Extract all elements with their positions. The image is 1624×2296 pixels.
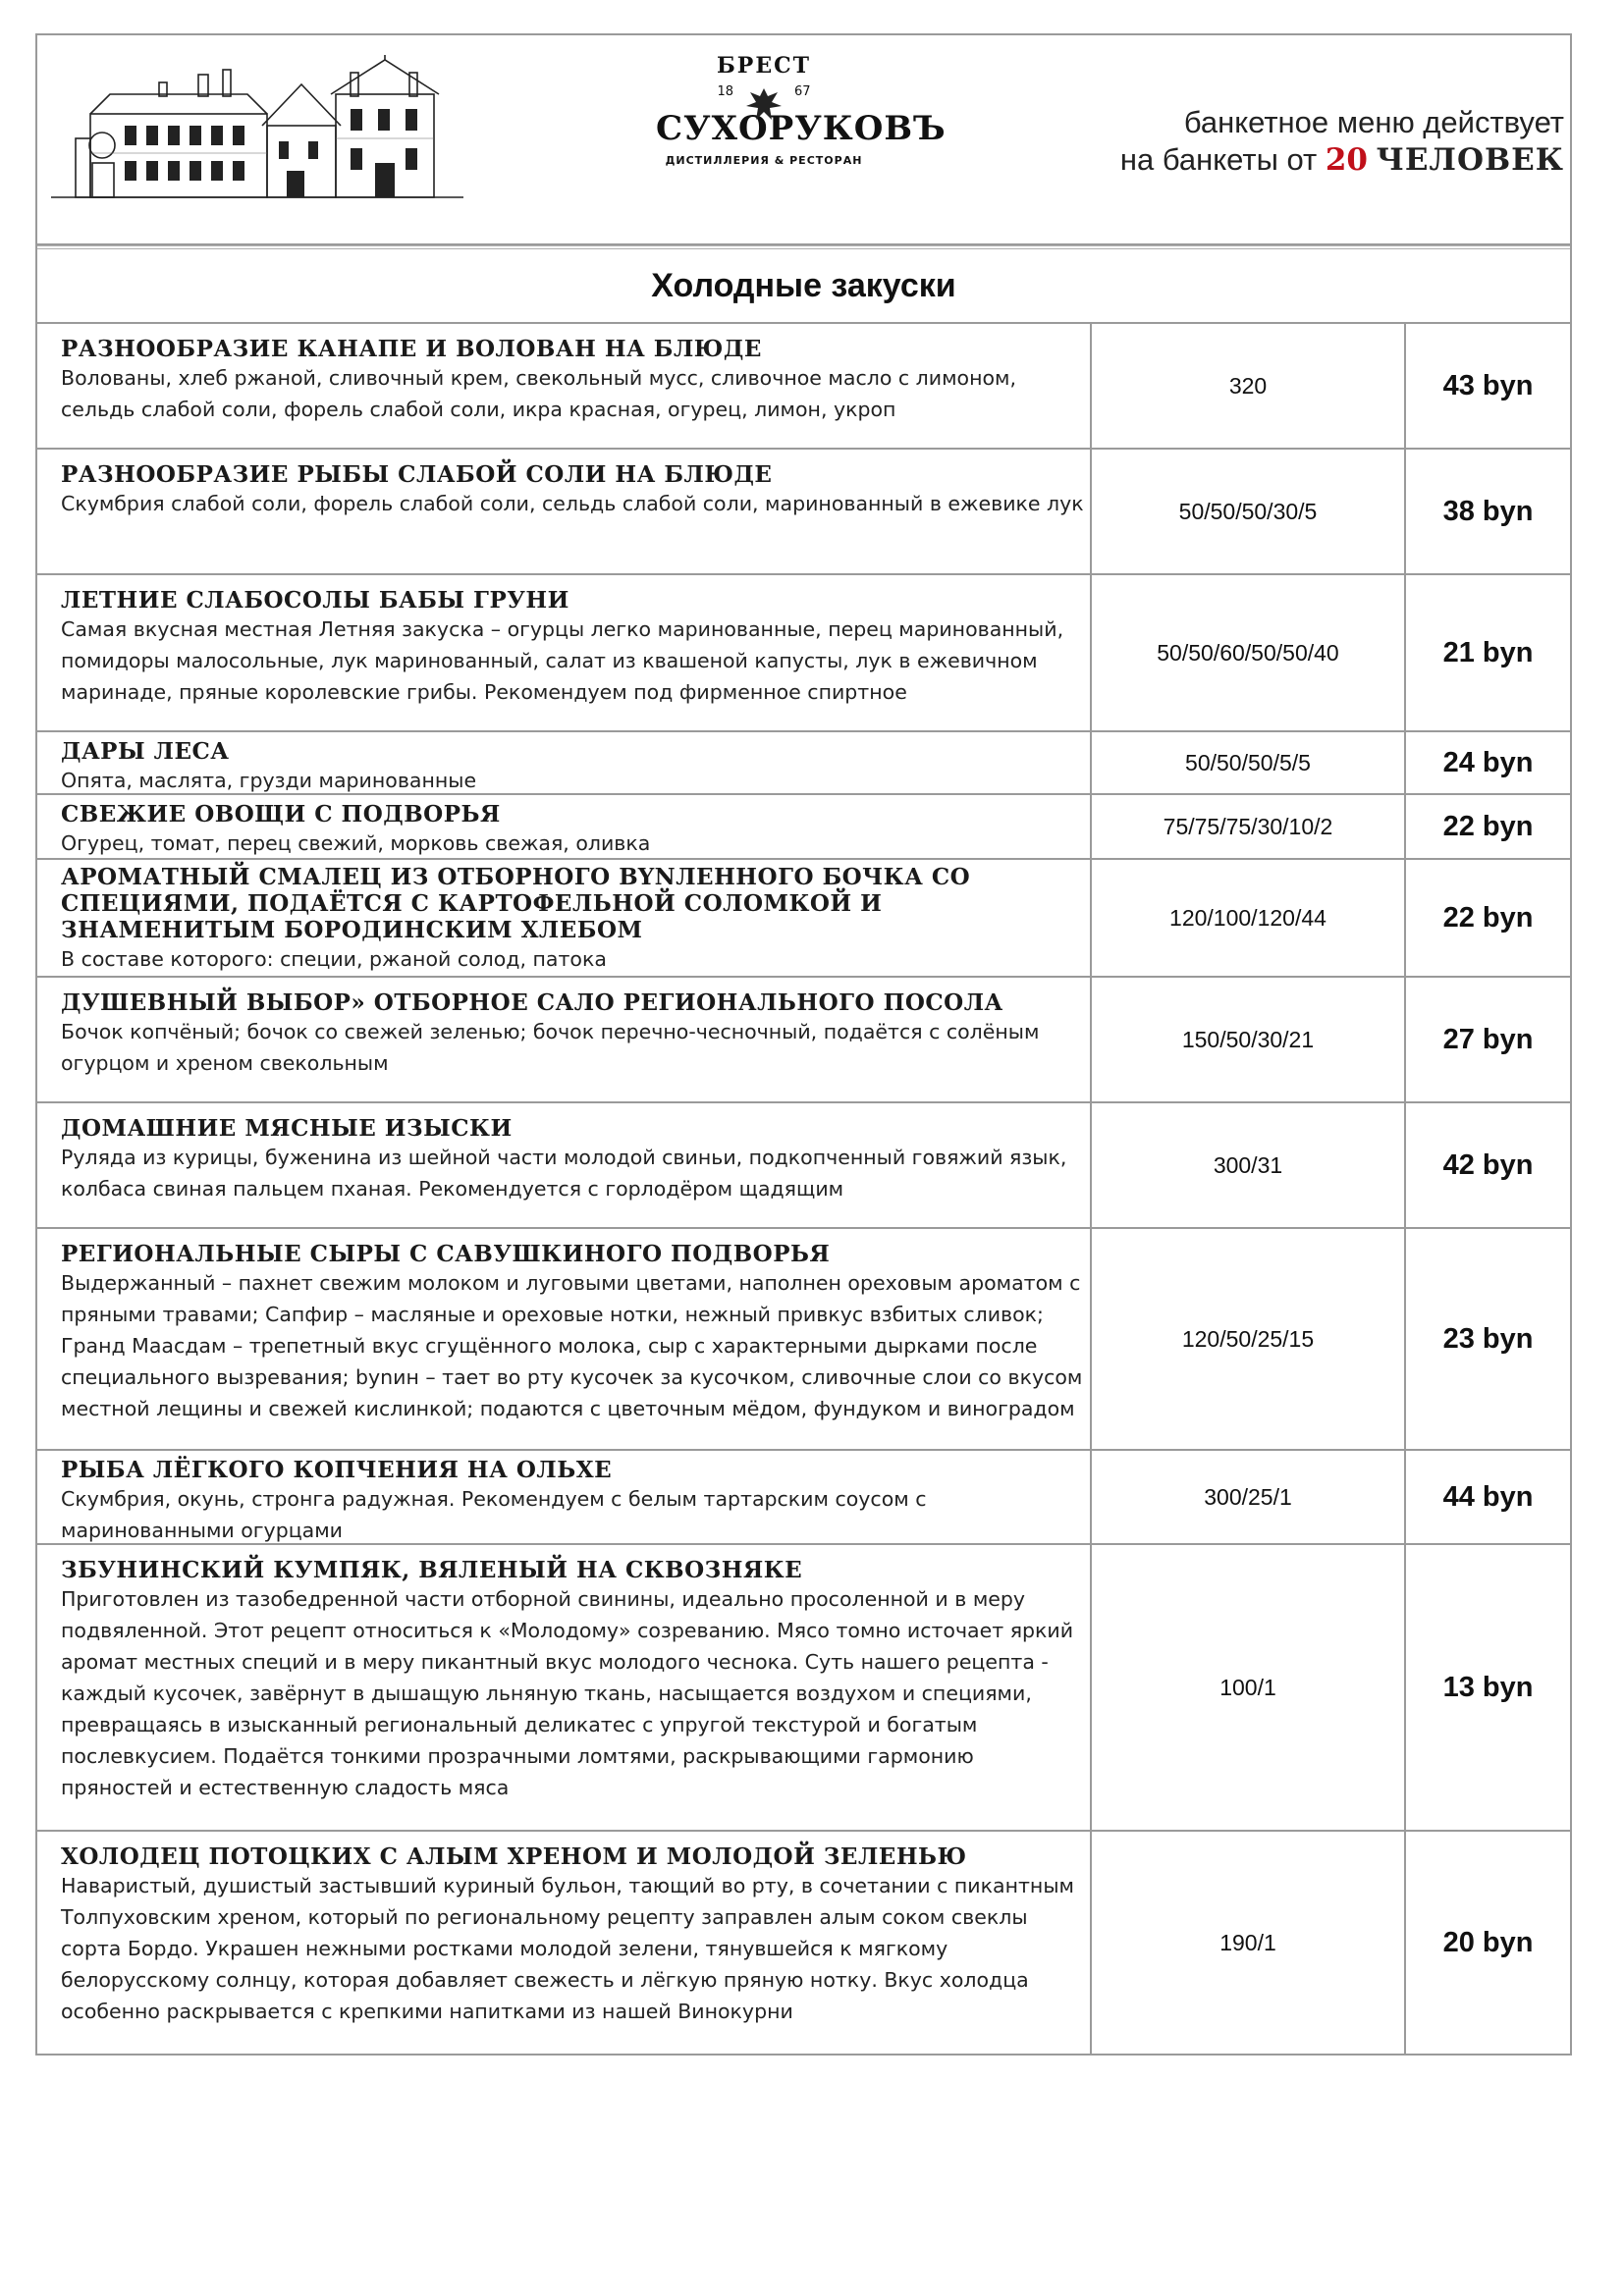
dish-name: ЛЕТНИЕ СЛАБОСОЛЫ БАБЫ ГРУНИ [61, 587, 569, 614]
dish-weight: 75/75/75/30/10/2 [1092, 795, 1406, 858]
dish-description: Приготовлен из тазобедренной части отборной свинины, идеально просоленной и в меру подвяленной. Этот рецепт относиться к «Молодому» созреванию. Мясо томно источает яркий аромат местных специй и в меру пикантный вкус молодого чеснока. Суть нашего рецепта - каждый кусочек, завёрнут в дышащую льняную ткань, насыщается воздухом и специями, превращаясь в изысканный региональный деликатес с упругой текстурой и богатым послевкусием. Подаётся тонкими прозрачными ломтями, раскрывающими гармонию пряностей и естественную сладость мяса [61, 1587, 1074, 1799]
dish-price: 21 byn [1442, 636, 1534, 668]
menu-row [37, 860, 1570, 978]
menu-row [37, 1229, 1570, 1451]
dish-weight: 300/25/1 [1092, 1451, 1406, 1543]
dish-weight: 120/50/25/15 [1092, 1229, 1406, 1449]
restaurant-logo [656, 53, 947, 220]
menu-row [37, 324, 1570, 450]
notice-line-1: банкетное меню действует [1183, 105, 1564, 139]
dish-weight: 300/31 [1092, 1103, 1406, 1227]
dish-name: ДОМАШНИЕ МЯСНЫЕ ИЗЫСКИ [61, 1115, 513, 1142]
menu-header [37, 35, 1570, 245]
menu-frame [35, 33, 1572, 2056]
dish-description: В составе которого: специи, ржаной солод, патока [61, 947, 607, 971]
banquet-notice [1120, 104, 1564, 179]
dish-name: СВЕЖИЕ ОВОЩИ С ПОДВОРЬЯ [61, 801, 501, 828]
dish-weight: 120/100/120/44 [1092, 860, 1406, 976]
menu-row [37, 575, 1570, 732]
dish-price: 13 byn [1442, 1671, 1534, 1703]
dish-name: РАЗНООБРАЗИЕ КАНАПЕ И ВОЛОВАН НА БЛЮДЕ [61, 336, 762, 362]
dish-description: Бочок копчёный; бочок со свежей зеленью; бочок перечно-чесночный, подаётся с солёным огурцом и хреном свекольным [61, 1020, 1040, 1075]
dish-name: РЕГИОНАЛЬНЫЕ СЫРЫ С САВУШКИНОГО ПОДВОРЬЯ [61, 1241, 831, 1267]
dish-price: 38 byn [1442, 495, 1534, 527]
dish-description: Руляда из курицы, буженина из шейной части молодой свиньи, подкопченный говяжий язык, колбаса свиная пальцем пханая. Рекомендуется с горлодёром щадящим [61, 1146, 1067, 1201]
menu-table [37, 324, 1570, 2054]
dish-description: Опята, маслята, грузди маринованные [61, 769, 477, 792]
section-header [37, 245, 1570, 324]
menu-row [37, 1103, 1570, 1229]
menu-row [37, 1451, 1570, 1545]
dish-weight: 320 [1092, 324, 1406, 448]
dish-description: Огурец, томат, перец свежий, морковь свежая, оливка [61, 831, 651, 855]
dish-weight: 50/50/50/5/5 [1092, 732, 1406, 793]
dish-weight: 50/50/60/50/50/40 [1092, 575, 1406, 730]
dish-name: ДУШЕВНЫЙ ВЫБОР» ОТБОРНОЕ САЛО РЕГИОНАЛЬНОГО ПОСОЛА [61, 989, 1003, 1016]
notice-word: ЧЕЛОВЕК [1376, 142, 1564, 178]
menu-row [37, 1832, 1570, 2054]
menu-row [37, 795, 1570, 860]
dish-price: 43 byn [1442, 369, 1534, 401]
dish-weight: 190/1 [1092, 1832, 1406, 2054]
dish-description: Волованы, хлеб ржаной, сливочный крем, свекольный мусс, сливочное масло с лимоном, сельдь слабой соли, форель слабой соли, икра красная, огурец, лимон, укроп [61, 366, 1017, 421]
dish-name: ДАРЫ ЛЕСА [61, 738, 230, 765]
logo-subtitle: ДИСТИЛЛЕРИЯ & РЕСТОРАН [665, 154, 863, 167]
eagle-emblem-icon [742, 84, 785, 124]
dish-price: 42 byn [1442, 1148, 1534, 1181]
notice-line-2 [1120, 141, 1564, 179]
logo-city: БРЕСТ [717, 53, 811, 79]
logo-year-left: 18 [717, 84, 733, 99]
dish-price: 44 byn [1442, 1480, 1534, 1513]
dish-name: РАЗНООБРАЗИЕ РЫБЫ СЛАБОЙ СОЛИ НА БЛЮДЕ [61, 461, 773, 488]
dish-description: Скумбрия слабой соли, форель слабой соли, сельдь слабой соли, маринованный в ежевике лук [61, 492, 1084, 515]
building-illustration [51, 55, 463, 202]
dish-price: 27 byn [1442, 1023, 1534, 1055]
dish-weight: 50/50/50/30/5 [1092, 450, 1406, 573]
logo-name: СУХОРУКОВЪ [656, 109, 947, 148]
menu-row [37, 1545, 1570, 1832]
dish-price: 23 byn [1442, 1322, 1534, 1355]
dish-description: Самая вкусная местная Летняя закуска – огурцы легко маринованные, перец маринованный, помидоры малосольные, лук маринованный, салат из квашеной капусты, лук в ежевичном маринаде, пряные королевские грибы. Рекомендуем под фирменное спиртное [61, 617, 1064, 704]
menu-row [37, 450, 1570, 575]
dish-description: Выдержанный – пахнет свежим молоком и луговыми цветами, наполнен ореховым ароматом с пряными травами; Сапфир – масляные и ореховые нотки, нежный привкус взбитых сливок; Гранд Маасдам – трепетный вкус сгущённого молока, сыр с характерными дырками после специального вызревания; bynин – тает во рту кусочек за кусочком, сливочные слои со вкусом местной лещины и свежей кислинкой; подаются с цветочным мёдом, фундуком и виноградом [61, 1271, 1083, 1420]
section-title: Холодные закуски [651, 266, 956, 304]
dish-price: 20 byn [1442, 1926, 1534, 1958]
dish-name: ХОЛОДЕЦ ПОТОЦКИХ С АЛЫМ ХРЕНОМ И МОЛОДОЙ ЗЕЛЕНЬЮ [61, 1843, 967, 1870]
dish-price: 22 byn [1442, 901, 1534, 934]
dish-description: Наваристый, душистый застывший куриный бульон, тающий во рту, в сочетании с пикантным Толпуховским хреном, который по региональному рецепту заправлен алым соком свеклы сорта Бордо. Украшен нежными ростками молодой зелени, тянувшейся к мягкому белорусскому солнцу, которая добавляет свежесть и лёгкую пряную нотку. Вкус холодца особенно раскрывается с крепкими напитками из нашей Винокурни [61, 1874, 1074, 2023]
notice-number: 20 [1325, 142, 1368, 178]
dish-name: ЗБУНИНСКИЙ КУМПЯК, ВЯЛЕНЫЙ НА СКВОЗНЯКЕ [61, 1557, 803, 1583]
menu-row [37, 732, 1570, 795]
dish-name: РЫБА ЛЁГКОГО КОПЧЕНИЯ НА ОЛЬХЕ [61, 1457, 613, 1483]
dish-weight: 100/1 [1092, 1545, 1406, 1830]
dish-price: 24 byn [1442, 746, 1534, 778]
notice-prefix: на банкеты от [1119, 142, 1326, 177]
dish-weight: 150/50/30/21 [1092, 978, 1406, 1101]
logo-year-right: 67 [794, 84, 811, 99]
dish-name: АРОМАТНЫЙ СМАЛЕЦ ИЗ ОТБОРНОГО BYNЛЕННОГО БОЧКА СО СПЕЦИЯМИ, ПОДАЁТСЯ С КАРТОФЕЛЬНОЙ СОЛОМКОЙ И ЗНАМЕНИТЫМ БОРОДИНСКИМ ХЛЕБОМ [61, 864, 971, 943]
dish-description: Скумбрия, окунь, стронга радужная. Рекомендуем с белым тартарским соусом с маринованными огурцами [61, 1487, 927, 1542]
menu-row [37, 978, 1570, 1103]
dish-price: 22 byn [1442, 810, 1534, 842]
